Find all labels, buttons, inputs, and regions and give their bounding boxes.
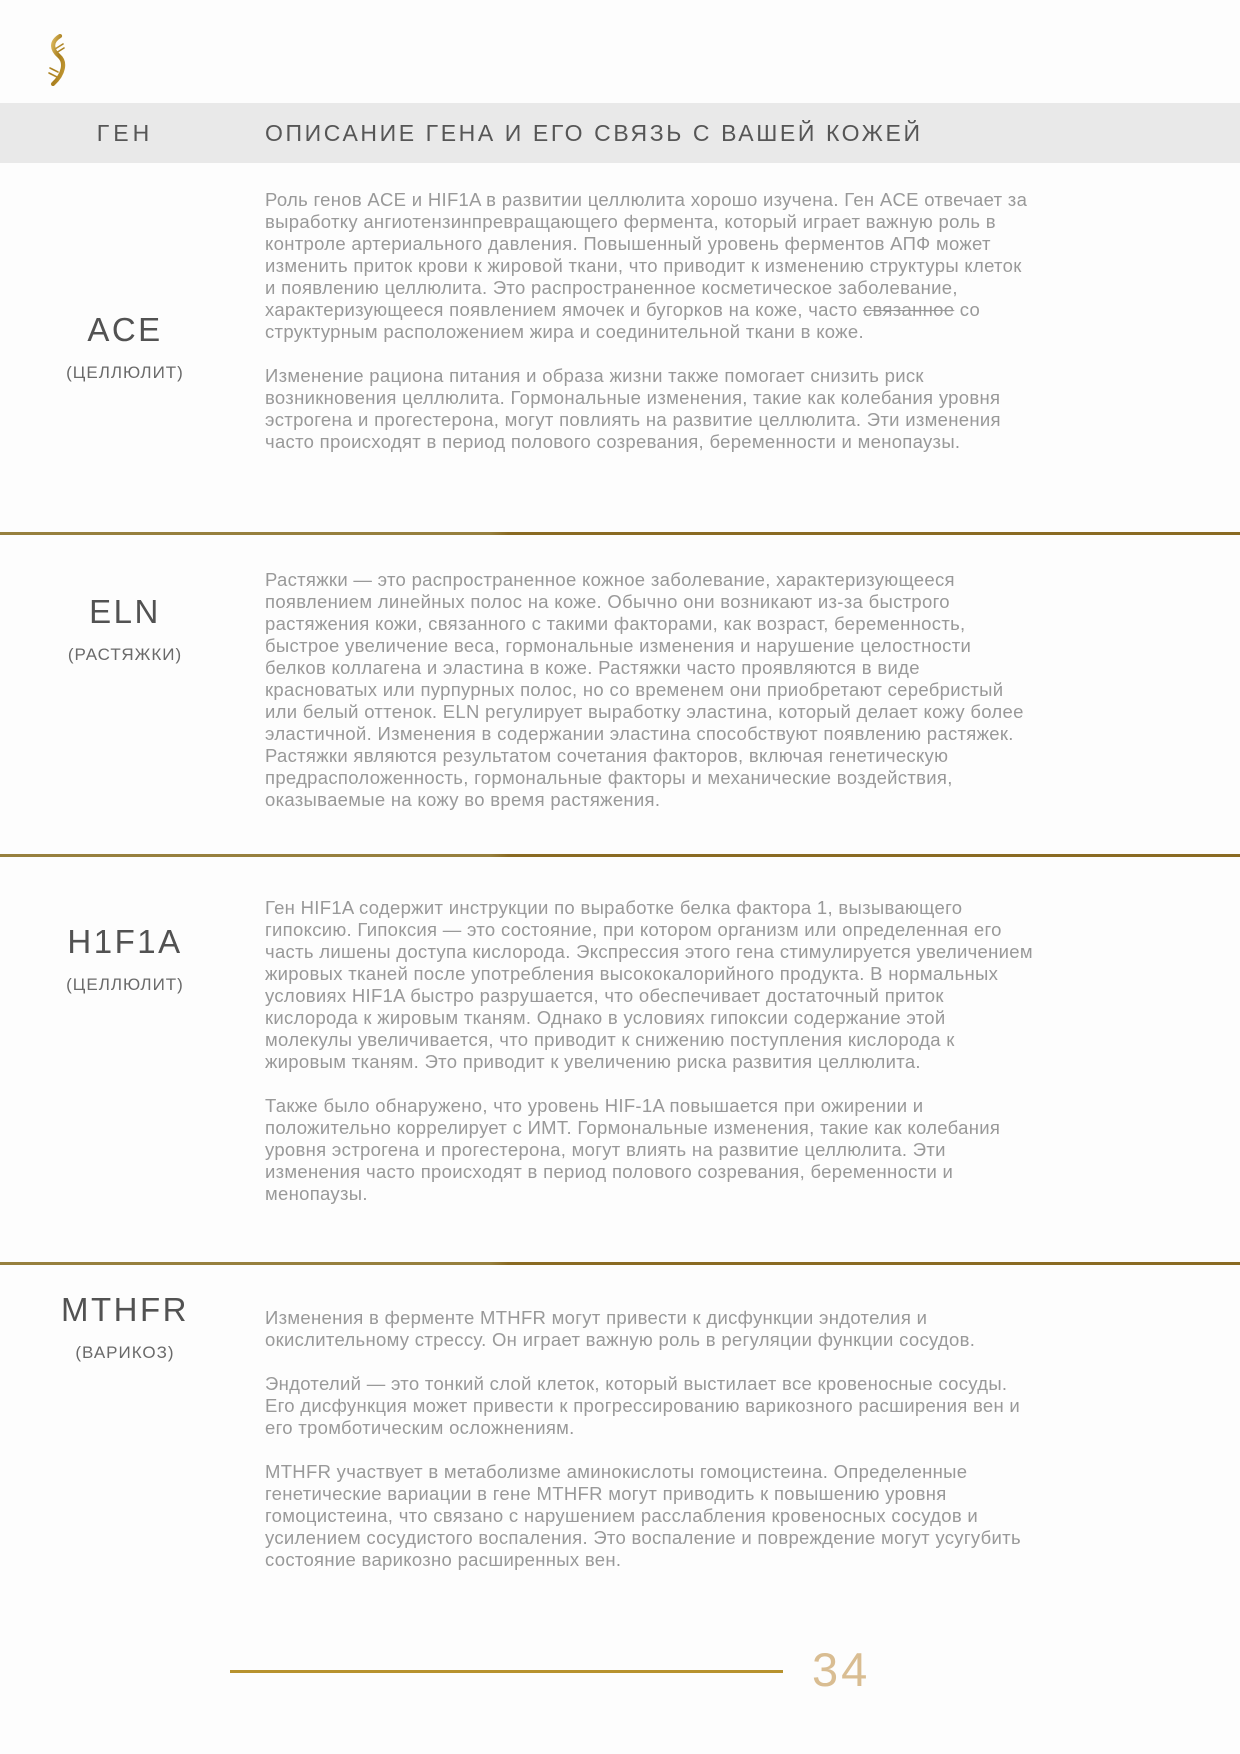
gene-description <box>250 163 1037 532</box>
gene-row <box>0 857 1240 1262</box>
dna-helix-logo-icon <box>44 34 70 86</box>
table-header-description-label: ОПИСАНИЕ ГЕНА И ЕГО СВЯЗЬ С ВАШЕЙ КОЖЕЙ <box>265 119 923 146</box>
description-paragraph: Ген HIF1A содержит инструкции по выработке белка фактора 1, вызывающего гипоксию. Гипоксия — это состояние, при котором организм или определенная его часть лишены доступа кислорода. Экспрессия этого гена стимулируется увеличением жировых тканей после употребления высококалорийного продукта. В нормальных условиях HIF1A быстро разрушается, что обеспечивает достаточный приток кислорода к жировым тканям. Однако в условиях гипоксии содержание этой молекулы увеличивается, что приводит к снижению поступления кислорода к жировым тканям. Это приводит к увеличению риска развития целлюлита. <box>265 897 1033 1072</box>
description-paragraph: Изменения в ферменте MTHFR могут привести к дисфункции эндотелия и окислительному стрессу. Он играет важную роль в регуляции функции сосудов. <box>265 1307 976 1350</box>
gene-description <box>250 1265 1037 1643</box>
description-paragraph: Изменение рациона питания и образа жизни также помогает снизить риск возникновения целлюлита. Гормональные изменения, такие как колебания уровня эстрогена и прогестерона, могут повлиять на развитие целлюлита. Эти изменения часто происходят в период полового созревания, беременности и менопаузы. <box>265 365 1001 452</box>
gene-column <box>0 535 250 854</box>
gene-description <box>250 535 1037 854</box>
gene-name: ELN <box>89 593 161 630</box>
gene-condition: (ЦЕЛЛЮЛИТ) <box>66 974 184 994</box>
gene-description <box>250 857 1037 1262</box>
table-header <box>0 103 1240 163</box>
description-paragraph: Растяжки — это распространенное кожное заболевание, характеризующееся появлением линейных полос на коже. Обычно они возникают из-за быстрого растяжения кожи, связанного с такими факторами, как возраст, беременность, быстрое увеличение веса, гормональные изменения и нарушение целостности белков коллагена и эластина в коже. Растяжки часто проявляются в виде красноватых или пурпурных полос, но со временем они приобретают серебристый или белый оттенок. ELN регулирует выработку эластина, который делает кожу более эластичной. Изменения в содержании эластина способствуют появлению растяжек. Растяжки являются результатом сочетания факторов, включая генетическую предрасположенность, гормональные факторы и механические воздействия, оказываемые на кожу во время растяжения. <box>265 569 1024 810</box>
gene-column <box>0 857 250 1262</box>
gene-name: H1F1A <box>67 923 183 960</box>
footer-rule <box>230 1670 783 1673</box>
description-paragraph: Эндотелий — это тонкий слой клеток, который выстилает все кровеносные сосуды. Его дисфункция может привести к прогрессированию варикозного расширения вен и его тромботическим осложнениям. <box>265 1373 1021 1438</box>
description-paragraph: Также было обнаружено, что уровень HIF-1A повышается при ожирении и положительно коррелирует с ИМТ. Гормональные изменения, такие как колебания уровня эстрогена и прогестерона, могут влиять на развитие целлюлита. Эти изменения часто происходят в период полового созревания, беременности и менопаузы. <box>265 1095 1001 1204</box>
gene-column <box>0 163 250 532</box>
gene-name: MTHFR <box>61 1291 189 1328</box>
gene-condition: (ЦЕЛЛЮЛИТ) <box>66 362 184 382</box>
gene-column <box>0 1265 250 1643</box>
gene-row <box>0 1265 1240 1643</box>
gene-row <box>0 535 1240 854</box>
gene-table <box>0 163 1240 1643</box>
description-paragraph: Роль генов ACE и HIF1A в развитии целлюлита хорошо изучена. Ген ACE отвечает за выработку ангиотензинпревращающего фермента, который играет важную роль в контроле артериального давления. Повышенный уровень ферментов АПФ может изменить приток крови к жировой ткани, что приводит к изменению структуры клеток и появлению целлюлита. Это распространенное косметическое заболевание, характеризующееся появлением ямочек и бугорков на коже, часто связанное со структурным расположением жира и соединительной ткани в коже. <box>265 189 1028 342</box>
gene-condition: (ВАРИКОЗ) <box>75 1342 175 1362</box>
page-number: 34 <box>812 1643 871 1696</box>
table-header-gene-label: ГЕН <box>96 119 154 146</box>
gene-row <box>0 163 1240 532</box>
gene-name: ACE <box>87 311 163 348</box>
gene-condition: (РАСТЯЖКИ) <box>67 644 183 664</box>
description-paragraph: MTHFR участвует в метаболизме аминокислоты гомоцистеина. Определенные генетические вариации в гене MTHFR могут приводить к повышению уровня гомоцистеина, что связано с нарушением расслабления кровеносных сосудов и усилением сосудистого воспаления. Это воспаление и повреждение могут усугубить состояние варикозно расширенных вен. <box>265 1461 1021 1570</box>
